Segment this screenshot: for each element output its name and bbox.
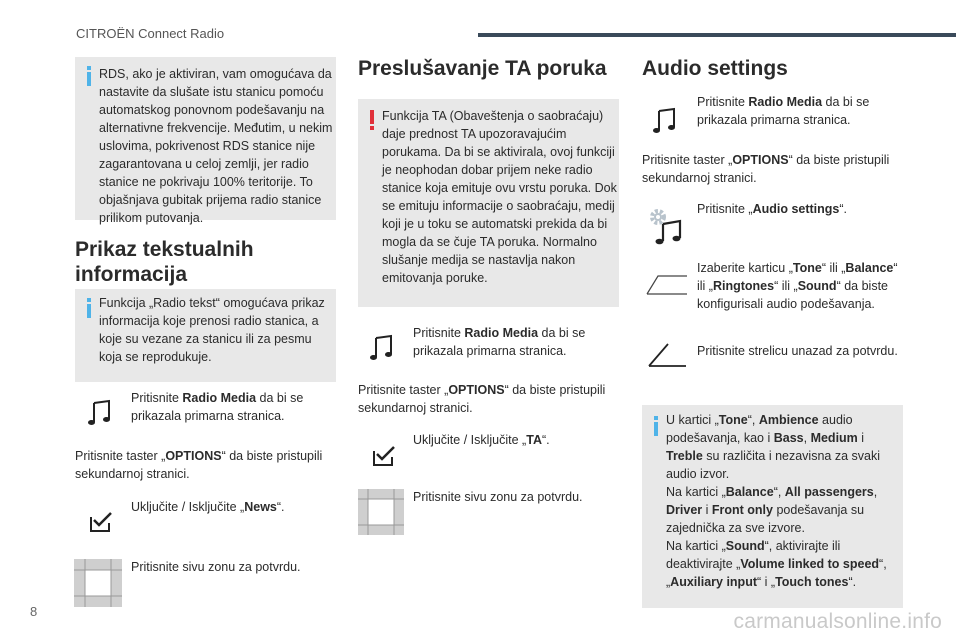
step-options: Pritisnite taster „OPTIONS“ da biste pristupili sekundarnoj stranici. bbox=[358, 383, 606, 415]
settings-music-icon bbox=[646, 206, 686, 246]
step-grey-zone: Pritisnite sivu zonu za potvrdu. bbox=[131, 560, 301, 574]
checkbox-check-icon bbox=[89, 511, 113, 533]
back-arrow-icon bbox=[646, 338, 688, 372]
info-icon bbox=[84, 66, 94, 86]
section-heading-text-info: Prikaz tekstualnih informacija bbox=[75, 238, 254, 286]
step-radio-media: Pritisnite Radio Media da bi se prikazala primarna stranica. bbox=[697, 95, 870, 127]
grey-zone-icon bbox=[74, 559, 122, 607]
page-header-title: CITROËN Connect Radio bbox=[76, 26, 225, 41]
info-icon bbox=[651, 416, 661, 436]
warning-icon bbox=[369, 110, 375, 130]
info-icon bbox=[84, 298, 94, 318]
grey-zone-icon bbox=[358, 489, 404, 535]
step-options: Pritisnite taster „OPTIONS“ da biste pristupili sekundarnoj stranici. bbox=[642, 153, 890, 185]
music-note-icon bbox=[369, 334, 395, 362]
ta-warning-text: Funkcija TA (Obaveštenja o saobraćaju) daje prednost TA upozoravajućim porukama. Da bi se aktivirala, ovoj funkciji je neophodan dobar prijem neke radio stanice koja emituje ovu vrstu poruka. Dok se emituju informacije o saobraćaju, medij koji je u toku se automatski prekida da bi mogla da se čuje TA poruka. Normalno slušanje medija se nastavlja nakon emitovanja poruke. bbox=[382, 109, 617, 285]
header-rule bbox=[478, 33, 956, 37]
section-heading-audio-settings: Audio settings bbox=[642, 57, 788, 80]
rds-info-box bbox=[75, 57, 336, 225]
step-toggle-ta: Uključite / Isključite „TA“. bbox=[413, 433, 550, 447]
step-toggle-news: Uključite / Isključite „News“. bbox=[131, 500, 285, 514]
radiotext-info-box bbox=[75, 289, 336, 382]
rds-note-text: RDS, ako je aktiviran, vam omogućava da nastavite da slušate istu stanicu pomoću automatskog ponovnom podešavanju na alternativne frekvencije. Međutim, u nekim uslovima, pokrivenost RDS stanice nije zagarantovana u celoj zemlji, jer radio stanice ne pokrivaju 100% teritorije. To objašnjava gubitak prijema radio stanice prilikom putovanja. bbox=[99, 67, 333, 225]
music-note-icon bbox=[652, 107, 678, 135]
step-radio-media: Pritisnite Radio Media da bi se prikazala primarna stranica. bbox=[413, 326, 586, 358]
audio-note-text: U kartici „Tone“, Ambience audio podešavanja, kao i Bass, Medium i Treble su različita i nezavisna za svaki audio izvor. Na kartici „Balance“, All passengers, Driver i Front only podešavanja su zajednička za sve izvore. Na kartici „Sound“, aktivirajte ili deaktivirajte „Volume linked to speed“, „Auxiliary input“ i „Touch tones“. bbox=[666, 413, 887, 589]
step-options: Pritisnite taster „OPTIONS“ da biste pristupili sekundarnoj stranici. bbox=[75, 449, 323, 481]
page-number: 8 bbox=[30, 604, 38, 619]
checkbox-check-icon bbox=[372, 445, 396, 467]
radiotext-note-text: Funkcija „Radio tekst“ omogućava prikaz informacija koje prenosi radio stanica, a koje su vezane za stanicu ili za pesmu koja se reprodukuje. bbox=[99, 296, 325, 364]
watermark: carmanualsonline.info bbox=[733, 610, 942, 633]
audio-info-box bbox=[642, 405, 903, 608]
step-radio-media: Pritisnite Radio Media da bi se prikazala primarna stranica. bbox=[131, 391, 304, 423]
step-back-arrow: Pritisnite strelicu unazad za potvrdu. bbox=[697, 344, 898, 358]
tab-selector-icon bbox=[646, 274, 688, 296]
ta-warning-box bbox=[358, 99, 619, 307]
step-select-tab: Izaberite karticu „Tone“ ili „Balance“ ili „Ringtones“ ili „Sound“ da biste konfigurisali audio podešavanja. bbox=[697, 261, 898, 311]
step-grey-zone: Pritisnite sivu zonu za potvrdu. bbox=[413, 490, 583, 504]
step-audio-settings: Pritisnite „Audio settings“. bbox=[697, 202, 848, 216]
music-note-icon bbox=[87, 399, 113, 427]
section-heading-ta: Preslušavanje TA poruka bbox=[358, 57, 607, 80]
